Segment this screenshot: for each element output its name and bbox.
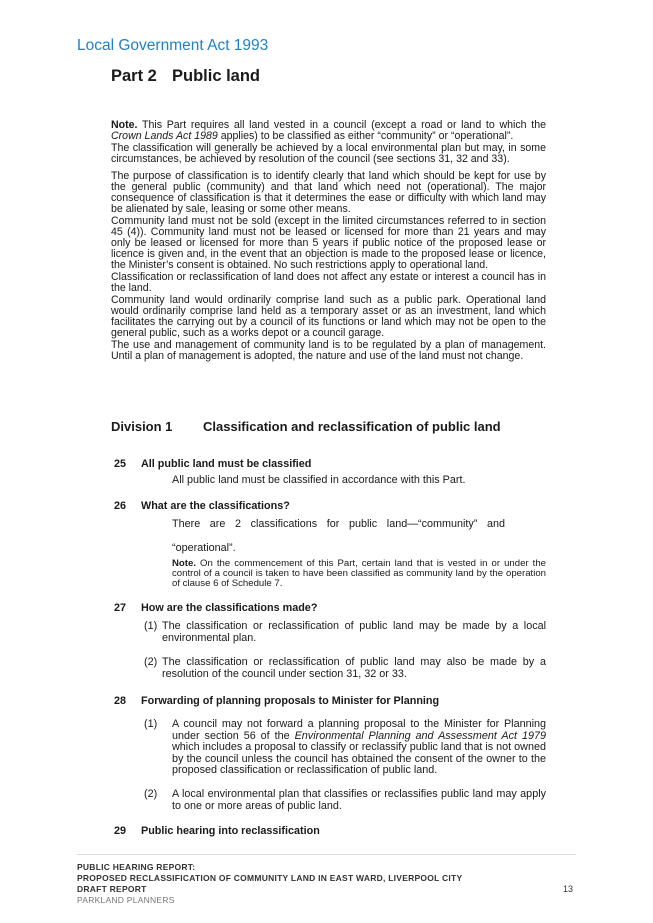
section-26-note-label: Note. (172, 558, 196, 569)
note-paragraph-7: The use and management of community land is to be regulated by a plan of management. Until a plan of management is adopted, the nature and use of the land must not change. (111, 338, 546, 362)
note-paragraph-1: Note. This Part requires all land vested in a council (except a road or land to which the Crown Lands Act 1989 applies) to be classified as either “community” or “operational”. (111, 119, 546, 142)
division-number: Division 1 (111, 419, 173, 434)
section-28-heading: 28 Forwarding of planning proposals to Minister for Planning (114, 695, 440, 707)
note-paragraph-3: The purpose of classification is to identify clearly that land which should be kept for use by the general public (community) and that land which need not (operational). The major consequence of classification is that it determines the ease or difficulty with which land may be alienated by sale, leasing or some other means. (111, 169, 546, 215)
page-number: 13 (563, 884, 574, 894)
division-title: Classification and reclassification of public land (203, 419, 501, 434)
footer-report-status: DRAFT REPORT (77, 884, 147, 894)
section-29-heading: 29 Public hearing into reclassification (114, 825, 320, 837)
note-paragraph-2: The classification will generally be achieved by a local environmental plan but may, in some circumstances, be achieved by resolution of the council (see sections 31, 32 and 33). (111, 142, 546, 165)
note-label: Note. (111, 119, 138, 131)
section-27-item-2: (2) The classification or reclassification of public land may also be made by a resolution of the council under section 31, 32 or 33. (144, 656, 546, 680)
part-note (111, 120, 546, 363)
footer-divider (77, 854, 576, 855)
footer-organisation: PARKLAND PLANNERS (77, 895, 175, 905)
act-title: Local Government Act 1993 (77, 37, 269, 54)
note-paragraph-6: Community land would ordinarily comprise land such as a public park. Operational land would ordinarily comprise land held as a temporary asset or as an investment, land which facilitates the carrying out by a council of its functions or land which may not be open to the general public, such as a works depot or a council garage. (111, 293, 546, 339)
section-25-heading: 25 All public land must be classified (114, 458, 312, 470)
division-heading (111, 419, 501, 434)
part-title: Public land (172, 67, 261, 85)
part-number: Part 2 (111, 67, 157, 85)
section-28-item-1: (1) A council may not forward a planning proposal to the Minister for Planning under section 56 of the Environmental Planning and Assessment Act 1979 which includes a proposal to classify or reclassify public land that is not owned by the council unless the council has obtained the consent of the owner to the proposed classification or reclassification of public land. (144, 718, 546, 776)
section-27-heading: 27 How are the classifications made? (114, 602, 318, 614)
section-26-note: Note. On the commencement of this Part, certain land that is vested in or under the control of a council is taken to have been classified as community land by the operation of clause 6 of Schedule 7. (172, 558, 546, 590)
section-26-body-line2: “operational”. (172, 542, 236, 554)
section-26-heading: 26 What are the classifications? (114, 500, 290, 512)
section-28-item-2: (2) A local environmental plan that classifies or reclassifies public land may apply to one or more areas of public land. (144, 788, 546, 812)
section-27-item-1: (1) The classification or reclassification of public land may be made by a local environmental plan. (144, 620, 546, 644)
part-heading (111, 67, 260, 86)
note-paragraph-4: Community land must not be sold (except in the limited circumstances referred to in section 45 (4)). Community land must not be leased or licensed for more than 21 years and may only be leased or licensed for more than 5 years if public notice of the proposed lease or licence is given and, in the event that an objection is made to the proposed lease or licence, the Minister’s consent is obtained. No such restrictions apply to operational land. (111, 214, 546, 271)
footer-report-title: PROPOSED RECLASSIFICATION OF COMMUNITY LAND IN EAST WARD, LIVERPOOL CITY (77, 873, 463, 883)
section-25-body: All public land must be classified in accordance with this Part. (172, 474, 466, 486)
section-26-body-line1: There are 2 classifications for public land—“community” and (172, 518, 505, 530)
note-paragraph-5: Classification or reclassification of land does not affect any estate or interest a council has in the land. (111, 270, 546, 294)
footer-report-type: PUBLIC HEARING REPORT: (77, 862, 196, 872)
